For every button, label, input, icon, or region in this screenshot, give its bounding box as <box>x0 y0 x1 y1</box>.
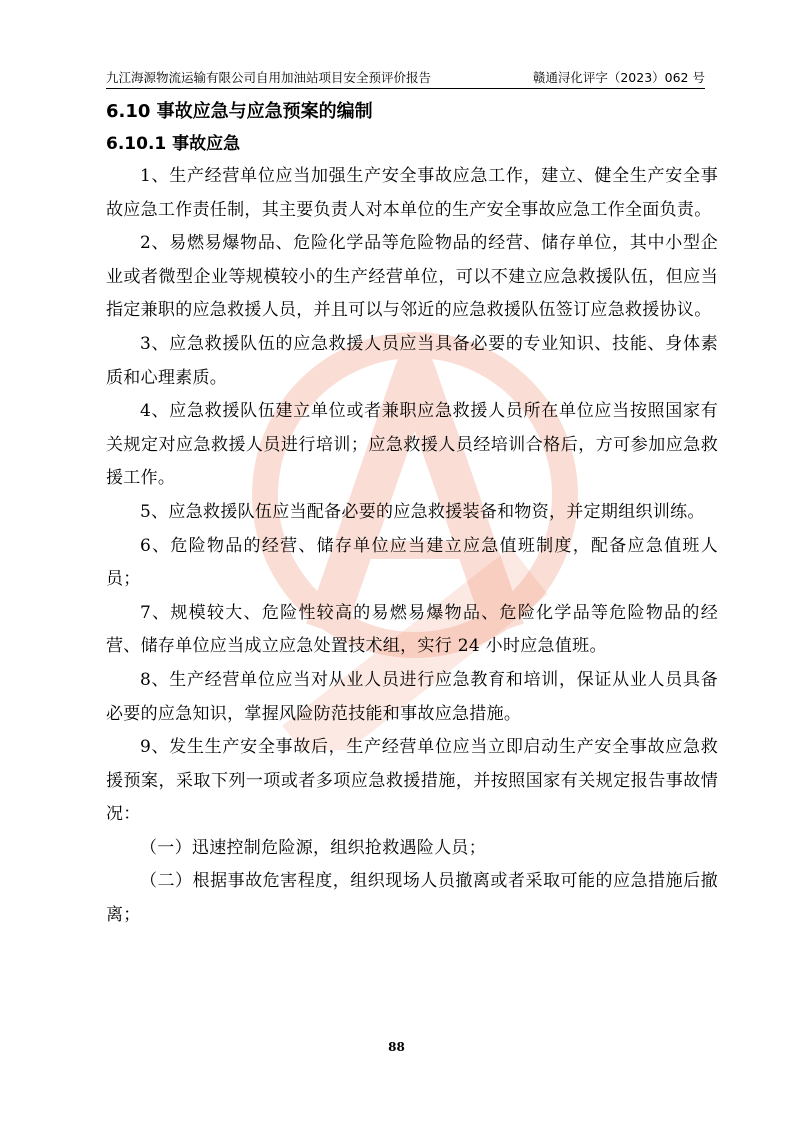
paragraph-9-item-1: （一）迅速控制危险源，组织抢救遇险人员； <box>140 837 486 858</box>
header-report-number: 赣通浔化评字（2023）062 号 <box>532 70 705 85</box>
section-title: 6.10 事故应急与应急预案的编制 <box>106 101 373 122</box>
subsection-title: 6.10.1 事故应急 <box>106 134 241 154</box>
paragraph-7: 7、规模较大、危险性较高的易燃易爆物品、危险化学品等危险物品的经营、储存单位应当成立应急处置技术组，实行 24 小时应急值班。 <box>106 602 718 657</box>
paragraph-1: 1、生产经营单位应当加强生产安全事故应急工作，建立、健全生产安全事故应急工作责任制，其主要负责人对本单位的生产安全事故应急工作全面负责。 <box>106 166 718 220</box>
page-number: 88 <box>388 1040 405 1054</box>
paragraph-9-item-2: （二）根据事故危害程度，组织现场人员撤离或者采取可能的应急措施后撤离； <box>106 871 718 926</box>
document-body <box>106 96 718 933</box>
paragraph-4: 4、应急救援队伍建立单位或者兼职应急救援人员所在单位应当按照国家有关规定对应急救援人员进行培训；应急救援人员经培训合格后，方可参加应急救援工作。 <box>106 401 718 489</box>
header-report-title: 九江海源物流运输有限公司自用加油站项目安全预评价报告 <box>106 70 432 85</box>
page-header <box>106 64 705 89</box>
paragraph-8: 8、生产经营单位应当对从业人员进行应急教育和培训，保证从业人员具备必要的应急知识，掌握风险防范技能和事故应急措施。 <box>106 669 718 724</box>
paragraph-3: 3、应急救援队伍的应急救援人员应当具备必要的专业知识、技能、身体素质和心理素质。 <box>106 333 718 388</box>
paragraph-9: 9、发生生产安全事故后，生产经营单位应当立即启动生产安全事故应急救援预案，采取下列一项或者多项应急救援措施，并按照国家有关规定报告事故情况： <box>106 737 718 825</box>
paragraph-2: 2、易燃易爆物品、危险化学品等危险物品的经营、储存单位，其中小型企业或者微型企业等规模较小的生产经营单位，可以不建立应急救援队伍，但应当指定兼职的应急救援人员，并且可以与邻近的应急救援队伍签订应急救援协议。 <box>106 233 718 321</box>
paragraph-6: 6、危险物品的经营、储存单位应当建立应急值班制度，配备应急值班人员； <box>106 535 718 590</box>
paragraph-5: 5、应急救援队伍应当配备必要的应急救援装备和物资，并定期组织训练。 <box>140 501 705 522</box>
